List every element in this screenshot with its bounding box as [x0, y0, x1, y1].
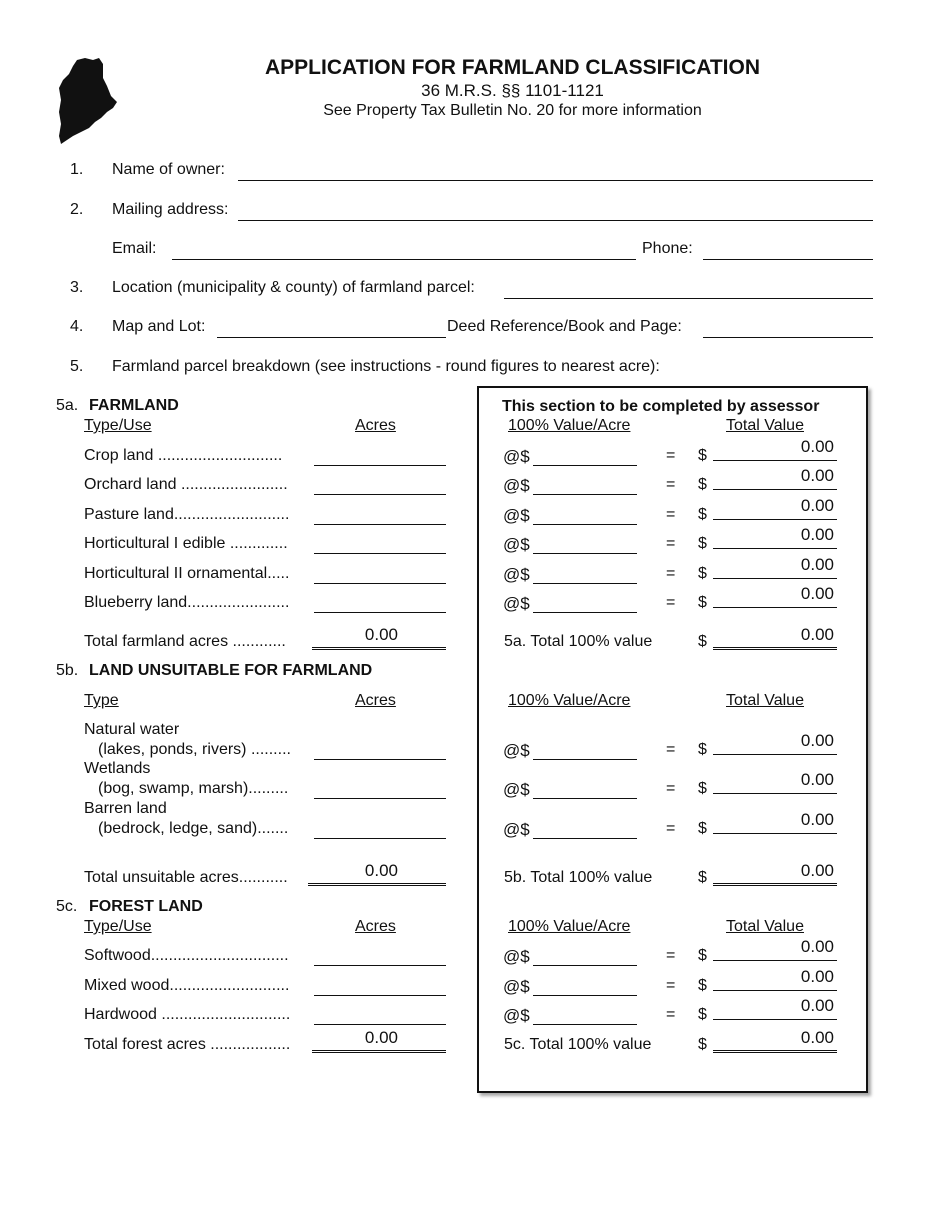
s5a-equals: = — [666, 565, 676, 582]
section-5a-total-value-header: Total Value — [726, 417, 804, 434]
s5a-acres-field[interactable] — [314, 592, 446, 613]
phone-field[interactable] — [703, 239, 873, 260]
s5a-dollar: $ — [698, 535, 707, 552]
s5c-value-acre-field[interactable] — [533, 1004, 637, 1025]
s5a-row-label — [84, 476, 304, 494]
total-forest-acres-value: 0.00 — [364, 1028, 398, 1047]
s5a-row-label-text: Blueberry land — [84, 594, 188, 611]
s5c-at-dollar: @$ — [503, 947, 530, 966]
s5a-dollar: $ — [698, 506, 707, 523]
total-5a-dollar: $ — [698, 633, 707, 650]
s5a-row-label — [84, 447, 304, 465]
section-5a-number: 5a. — [56, 397, 79, 414]
total-forest-acres-text: Total forest acres — [84, 1036, 206, 1053]
total-forest-acres-dots: .................. — [205, 1036, 291, 1053]
total-farmland-acres-value: 0.00 — [364, 625, 398, 644]
s5c-acres-field[interactable] — [314, 1004, 446, 1025]
s5b-row-dots: ....... — [257, 820, 289, 837]
s5b-row-label: Wetlands — [84, 760, 151, 777]
s5a-equals: = — [666, 594, 676, 611]
total-5a-value-line — [713, 647, 837, 650]
total-farmland-acres-dots: ............ — [228, 633, 286, 650]
s5a-dollar: $ — [698, 594, 707, 611]
s5a-total-value: 0.00 — [800, 437, 834, 456]
section-5b-value-acre-header: 100% Value/Acre — [508, 692, 631, 709]
total-unsuitable-acres-dots: ........... — [238, 869, 288, 886]
s5a-dollar: $ — [698, 476, 707, 493]
s5a-at-dollar: @$ — [503, 594, 530, 613]
total-5b-value-line — [713, 883, 837, 886]
s5a-total-value-line — [713, 578, 837, 579]
s5a-dollar: $ — [698, 447, 707, 464]
s5c-total-value-line — [713, 960, 837, 961]
deed-reference-label: Deed Reference/Book and Page: — [447, 318, 682, 335]
s5b-row-sublabel — [98, 780, 304, 798]
total-5b-value: 0.00 — [800, 861, 834, 880]
total-unsuitable-acres-label — [84, 869, 306, 887]
s5a-total-value-line — [713, 607, 837, 608]
s5a-acres-field[interactable] — [314, 474, 446, 495]
s5a-total-value: 0.00 — [800, 584, 834, 603]
owner-name-label: Name of owner: — [112, 161, 225, 178]
s5c-at-dollar: @$ — [503, 977, 530, 996]
s5b-at-dollar: @$ — [503, 741, 530, 760]
s5a-at-dollar: @$ — [503, 447, 530, 466]
s5a-row-label-text: Horticultural II ornamental — [84, 565, 268, 582]
s5b-row-sub-text: (bedrock, ledge, sand) — [98, 820, 258, 837]
s5a-row-dots: ..... — [267, 565, 290, 582]
s5b-total-value-line — [713, 793, 837, 794]
s5a-acres-field[interactable] — [314, 504, 446, 525]
s5a-row-label-text: Horticultural I edible — [84, 535, 226, 552]
q1-number: 1. — [70, 161, 84, 178]
s5a-equals: = — [666, 476, 676, 493]
owner-name-field[interactable] — [238, 160, 873, 181]
s5c-row-dots: ............................... — [150, 947, 289, 964]
total-farmland-acres-line — [312, 647, 446, 650]
s5a-dollar: $ — [698, 565, 707, 582]
s5a-value-acre-field[interactable] — [533, 445, 637, 466]
s5a-row-label — [84, 594, 304, 612]
s5a-equals: = — [666, 535, 676, 552]
s5c-row-label — [84, 977, 304, 995]
total-5c-value-line — [713, 1050, 837, 1053]
s5a-equals: = — [666, 506, 676, 523]
s5a-total-value: 0.00 — [800, 555, 834, 574]
s5a-total-value-line — [713, 548, 837, 549]
total-unsuitable-acres-line — [308, 883, 446, 886]
s5b-row-sub-text: (lakes, ponds, rivers) — [98, 741, 247, 758]
s5b-equals: = — [666, 820, 676, 837]
q5-number: 5. — [70, 358, 84, 375]
section-5c-total-value-header: Total Value — [726, 918, 804, 935]
total-5a-value: 0.00 — [800, 625, 834, 644]
s5a-at-dollar: @$ — [503, 535, 530, 554]
section-5b-acres-header: Acres — [355, 692, 396, 709]
s5b-row-dots: ......... — [248, 780, 289, 797]
mailing-address-label: Mailing address: — [112, 201, 229, 218]
total-5c-value-label: 5c. Total 100% value — [504, 1036, 652, 1053]
form-title: APPLICATION FOR FARMLAND CLASSIFICATION — [264, 56, 761, 79]
s5a-value-acre-field[interactable] — [533, 504, 637, 525]
s5c-total-value: 0.00 — [800, 996, 834, 1015]
s5b-acres-field[interactable] — [314, 739, 446, 760]
s5c-at-dollar: @$ — [503, 1006, 530, 1025]
total-5c-value: 0.00 — [800, 1028, 834, 1047]
s5a-row-label-text: Crop land — [84, 447, 154, 464]
s5a-value-acre-field[interactable] — [533, 563, 637, 584]
s5a-row-dots: ........................ — [176, 476, 288, 493]
section-5b-type-header: Type — [84, 692, 119, 709]
total-farmland-acres-label — [84, 633, 304, 651]
s5c-equals: = — [666, 947, 676, 964]
s5a-value-acre-field[interactable] — [533, 592, 637, 613]
s5c-row-dots: ........................... — [169, 977, 290, 994]
maine-state-logo — [55, 56, 119, 146]
s5c-equals: = — [666, 1006, 676, 1023]
phone-label: Phone: — [642, 240, 693, 257]
total-5a-value-label: 5a. Total 100% value — [504, 633, 653, 650]
s5b-dollar: $ — [698, 741, 707, 758]
s5c-row-label-text: Mixed wood — [84, 977, 170, 994]
s5a-row-label-text: Orchard land — [84, 476, 177, 493]
s5b-row-dots: ......... — [246, 741, 291, 758]
s5b-total-value-line — [713, 754, 837, 755]
section-5c-acres-header: Acres — [355, 918, 396, 935]
s5b-value-acre-field[interactable] — [533, 739, 637, 760]
s5b-acres-field[interactable] — [314, 818, 446, 839]
q4-number: 4. — [70, 318, 84, 335]
statute-reference: 36 M.R.S. §§ 1101-1121 — [421, 81, 604, 100]
section-5a-title: FARMLAND — [89, 397, 179, 414]
total-unsuitable-acres-value: 0.00 — [364, 861, 398, 880]
s5b-row-sublabel — [98, 741, 304, 759]
s5b-total-value: 0.00 — [800, 731, 834, 750]
s5c-total-value: 0.00 — [800, 937, 834, 956]
s5a-row-label — [84, 565, 304, 583]
total-farmland-acres-text: Total farmland acres — [84, 633, 229, 650]
s5a-value-acre-field[interactable] — [533, 474, 637, 495]
total-forest-acres-line — [312, 1050, 446, 1053]
s5c-row-label — [84, 1006, 304, 1024]
s5c-row-label — [84, 947, 304, 965]
s5a-row-label — [84, 535, 304, 553]
section-5c-number: 5c. — [56, 898, 78, 915]
s5a-row-label-text: Pasture land — [84, 506, 174, 523]
location-field[interactable] — [504, 278, 873, 299]
s5c-acres-field[interactable] — [314, 975, 446, 996]
map-lot-field[interactable] — [217, 317, 446, 338]
s5a-row-dots: ....................... — [187, 594, 290, 611]
s5b-total-value: 0.00 — [800, 810, 834, 829]
s5a-at-dollar: @$ — [503, 476, 530, 495]
total-5b-dollar: $ — [698, 869, 707, 886]
s5b-total-value: 0.00 — [800, 770, 834, 789]
s5b-row-sub-text: (bog, swamp, marsh) — [98, 780, 249, 797]
total-5c-dollar: $ — [698, 1036, 707, 1053]
s5b-at-dollar: @$ — [503, 820, 530, 839]
s5a-total-value: 0.00 — [800, 466, 834, 485]
map-lot-label: Map and Lot: — [112, 318, 206, 335]
s5a-row-dots: .......................... — [173, 506, 290, 523]
section-5a-type-header: Type/Use — [84, 417, 152, 434]
section-5a-value-acre-header: 100% Value/Acre — [508, 417, 631, 434]
location-label: Location (municipality & county) of farmland parcel: — [112, 279, 475, 296]
section-5c-type-header: Type/Use — [84, 918, 152, 935]
s5b-row-label: Natural water — [84, 721, 180, 738]
assessor-heading: This section to be completed by assessor — [502, 398, 820, 415]
s5c-dollar: $ — [698, 977, 707, 994]
total-5b-value-label: 5b. Total 100% value — [504, 869, 653, 886]
s5a-total-value: 0.00 — [800, 525, 834, 544]
s5a-at-dollar: @$ — [503, 565, 530, 584]
mailing-address-field[interactable] — [238, 200, 873, 221]
s5a-acres-field[interactable] — [314, 445, 446, 466]
s5a-total-value-line — [713, 519, 837, 520]
section-5b-number: 5b. — [56, 662, 79, 679]
email-field[interactable] — [172, 239, 636, 260]
s5c-total-value-line — [713, 1019, 837, 1020]
bulletin-reference: See Property Tax Bulletin No. 20 for more information — [323, 102, 702, 119]
s5a-at-dollar: @$ — [503, 506, 530, 525]
s5a-row-label — [84, 506, 304, 524]
s5a-total-value-line — [713, 460, 837, 461]
total-forest-acres-label — [84, 1036, 304, 1054]
s5b-total-value-line — [713, 833, 837, 834]
section-5b-title: LAND UNSUITABLE FOR FARMLAND — [89, 662, 373, 679]
s5b-dollar: $ — [698, 820, 707, 837]
s5a-acres-field[interactable] — [314, 533, 446, 554]
s5c-equals: = — [666, 977, 676, 994]
s5c-value-acre-field[interactable] — [533, 975, 637, 996]
parcel-breakdown-label: Farmland parcel breakdown (see instructions - round figures to nearest acre): — [112, 358, 660, 375]
s5b-at-dollar: @$ — [503, 780, 530, 799]
s5b-equals: = — [666, 780, 676, 797]
s5a-acres-field[interactable] — [314, 563, 446, 584]
s5c-acres-field[interactable] — [314, 945, 446, 966]
s5b-row-label: Barren land — [84, 800, 167, 817]
email-label: Email: — [112, 240, 157, 257]
total-unsuitable-acres-text: Total unsuitable acres — [84, 869, 239, 886]
s5c-row-dots: ............................. — [156, 1006, 291, 1023]
s5c-total-value-line — [713, 990, 837, 991]
s5b-equals: = — [666, 741, 676, 758]
section-5c-value-acre-header: 100% Value/Acre — [508, 918, 631, 935]
s5b-acres-field[interactable] — [314, 778, 446, 799]
deed-reference-field[interactable] — [703, 317, 873, 338]
section-5c-title: FOREST LAND — [89, 898, 203, 915]
s5a-row-dots: ............. — [225, 535, 288, 552]
s5b-row-sublabel — [98, 820, 304, 838]
s5c-row-label-text: Hardwood — [84, 1006, 157, 1023]
s5c-total-value: 0.00 — [800, 967, 834, 986]
s5a-value-acre-field[interactable] — [533, 533, 637, 554]
q2-number: 2. — [70, 201, 84, 218]
s5c-row-label-text: Softwood — [84, 947, 151, 964]
s5c-value-acre-field[interactable] — [533, 945, 637, 966]
s5b-value-acre-field[interactable] — [533, 778, 637, 799]
s5b-dollar: $ — [698, 780, 707, 797]
s5c-dollar: $ — [698, 1006, 707, 1023]
q3-number: 3. — [70, 279, 84, 296]
section-5a-acres-header: Acres — [355, 417, 396, 434]
s5a-total-value-line — [713, 489, 837, 490]
s5a-equals: = — [666, 447, 676, 464]
s5a-row-dots: ............................ — [153, 447, 283, 464]
s5b-value-acre-field[interactable] — [533, 818, 637, 839]
section-5b-total-value-header: Total Value — [726, 692, 804, 709]
s5a-total-value: 0.00 — [800, 496, 834, 515]
s5c-dollar: $ — [698, 947, 707, 964]
